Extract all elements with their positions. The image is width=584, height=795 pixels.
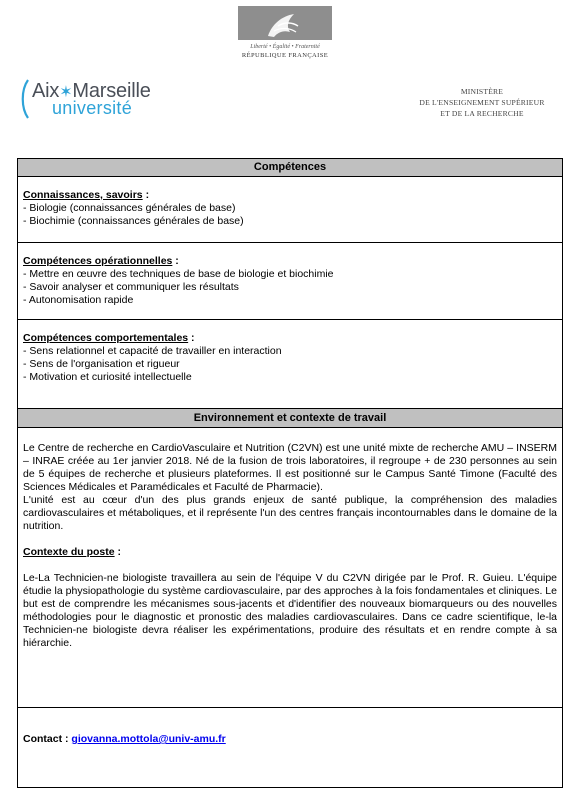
amu-wordmark: Aix✶Marseille — [32, 80, 151, 102]
operationnelles-heading: Compétences opérationnelles — [23, 255, 173, 267]
contact-email-link[interactable]: giovanna.mottola@univ-amu.fr — [71, 733, 226, 745]
rf-name: RÉPUBLIQUE FRANÇAISE — [241, 52, 329, 59]
republique-francaise-logo — [238, 6, 332, 62]
environnement-header: Environnement et contexte de travail — [18, 409, 562, 428]
c2vn-mission: L'unité est au cœur d'un des plus grands enjeux de santé publique, la compréhension des maladies cardiovasculaires et métaboliques, et il représente l'un des centres français incontournables dans le domaine de la nutrition. — [23, 494, 557, 532]
list-item: - Biologie (connaissances générales de base) — [23, 202, 236, 214]
contexte-description: Le-La Technicien-ne biologiste travaillera au sein de l'équipe V du C2VN dirigée par le Prof. R. Guieu. L'équipe étudie la physiopathologie du système cardiovasculaire, par des approches à la fois fondamentales et cliniques. Le but est de comprendre les mécanismes sous-jacents et d'identifier des nouveaux biomarqueurs ou des nouvelles méthodologies pour le diagnostic et pronostic des maladies cardiovasculaires. Dans ce cadre scientifique, le-la Technicien-ne biologiste devra réaliser les expérimentations, produire des résultats et en rendre compte à sa hiérarchie. — [23, 572, 557, 649]
list-item: - Sens de l'organisation et rigueur — [23, 358, 180, 370]
contact-section — [18, 708, 562, 787]
environnement-section: Le Centre de recherche en CardioVasculaire et Nutrition (C2VN) est une unité mixte de recherche AMU – INSERM – INRAE créée au 1er janvier 2018. Né de la fusion de trois laboratoires, il regroupe + de 230 personnes au sein de 5 équipes de recherche et plusieurs plateformes. Il est positionné sur le Campus Santé Timone (Faculté des Sciences Médicales et Paramédicales et Faculté de Pharmacie). L'unité est au cœur d'un des plus grands enjeux de santé publique, la compréhension des maladies cardiovasculaires et métaboliques, et il représente l'un des centres français incontournables dans le domaine de la nutrition. Contexte du poste : Le-La Technicien-ne biologiste travaillera au sein de l'équipe V du C2VN dirigée par le Prof. R. Guieu. L'équipe étudie la physiopathologie du système cardiovasculaire, par des approches à la fois fondamentales et cliniques. Le but est de comprendre les mécanismes sous-jacents et d'identifier des nouveaux biomarqueurs ou des nouvelles méthodologies pour le diagnostic et pronostic des maladies cardiovasculaires. Dans ce cadre scientifique, le-la Technicien-ne biologiste devra réaliser les expérimentations, produire des résultats et en rendre compte à sa hiérarchie. — [18, 428, 562, 708]
operationnelles-section: Compétences opérationnelles : - Mettre en œuvre des techniques de base de biologie et biochimie - Savoir analyser et communiquer les résultats - Autonomisation rapide — [18, 243, 562, 320]
marianne-emblem — [238, 6, 332, 40]
aix-marseille-universite-logo — [20, 76, 160, 122]
list-item: - Motivation et curiosité intellectuelle — [23, 371, 192, 383]
list-item: - Sens relationnel et capacité de travailler en interaction — [23, 345, 282, 357]
list-item: - Biochimie (connaissances générales de base) — [23, 215, 244, 227]
job-description-table — [17, 158, 563, 788]
bracket-icon — [20, 78, 30, 120]
competences-header: Compétences — [18, 159, 562, 177]
comportementales-heading: Compétences comportementales — [23, 332, 189, 344]
contact-label: Contact : — [23, 733, 72, 745]
savoirs-heading: Connaissances, savoirs — [23, 189, 143, 201]
contexte-heading: Contexte du poste — [23, 546, 115, 558]
amu-universite: université — [52, 98, 133, 118]
savoirs-section: Connaissances, savoirs : - Biologie (connaissances générales de base) - Biochimie (connaissances générales de base) — [18, 177, 562, 243]
c2vn-description: Le Centre de recherche en CardioVasculaire et Nutrition (C2VN) est une unité mixte de recherche AMU – INSERM – INRAE créée au 1er janvier 2018. Né de la fusion de trois laboratoires, il regroupe + de 230 personnes au sein de 5 équipes de recherche et plusieurs plateformes. Il est positionné sur le Campus Santé Timone (Faculté des Sciences Médicales et Paramédicales et Faculté de Pharmacie). — [23, 442, 557, 493]
list-item: - Autonomisation rapide — [23, 294, 134, 306]
list-item: - Mettre en œuvre des techniques de base de biologie et biochimie — [23, 268, 334, 280]
ministry-name: MINISTÈRE DE L'ENSEIGNEMENT SUPÉRIEUR ET DE LA RECHERCHE — [419, 87, 545, 118]
list-item: - Savoir analyser et communiquer les résultats — [23, 281, 239, 293]
comportementales-section: Compétences comportementales : - Sens relationnel et capacité de travailler en interaction - Sens de l'organisation et rigueur - Motivation et curiosité intellectuelle — [18, 320, 562, 409]
star-icon: ✶ — [59, 84, 73, 101]
rf-motto: Liberté • Égalité • Fraternité — [250, 44, 320, 50]
